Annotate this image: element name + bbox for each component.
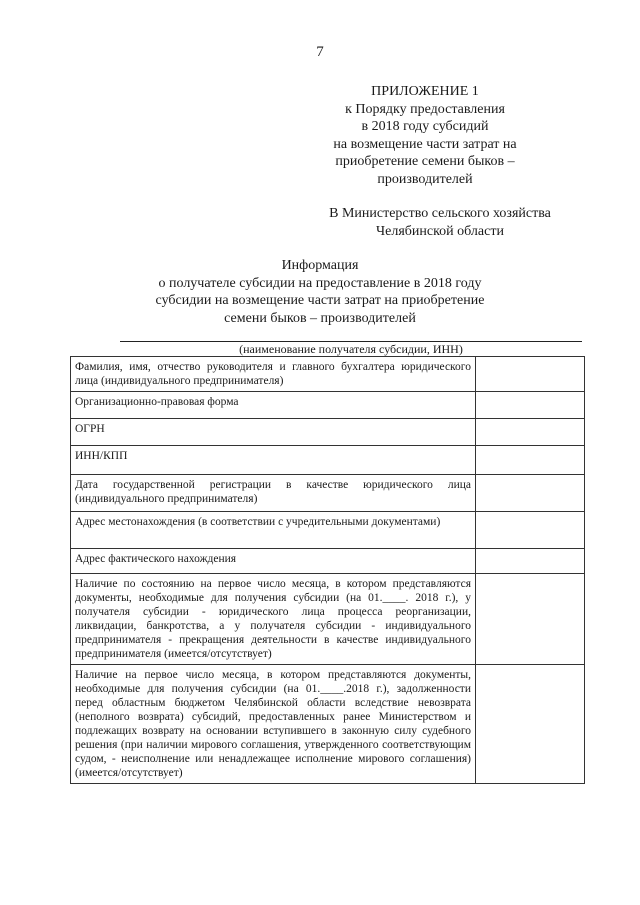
title-line: субсидии на возмещение части затрат на приобретение [155,293,485,308]
appendix-header [318,83,532,188]
table-row [71,357,585,392]
row-label: Фамилия, имя, отчество руководителя и главного бухгалтера юридического лица (индивидуального предпринимателя) [71,357,476,392]
row-value-field[interactable] [476,392,585,419]
table-row [71,446,585,475]
table-row [71,512,585,549]
row-label: Адрес фактического нахождения [71,549,476,574]
info-table [70,356,585,784]
row-label: ИНН/КПП [71,446,476,475]
appendix-line: приобретение семени быков – [335,154,515,169]
row-value-field[interactable] [476,665,585,784]
table-row [71,419,585,446]
row-label: Дата государственной регистрации в качестве юридического лица (индивидуального предпринимателя) [71,475,476,512]
appendix-line: к Порядку предоставления [345,101,505,117]
row-label: Наличие по состоянию на первое число месяца, в котором представляются документы, необходимые для получения субсидии (на 01.____. 2018 г.), у получателя субсидии - юридического лица процесса реорганизации, ликвидации, банкротства, а у получателя субсидии - индивидуального предпринимателя - прекращения деятельности в качестве индивидуального предпринимателя (имеется/отсутствует) [71,574,476,665]
document-title [130,257,510,327]
recipient-line: В Министерство сельского хозяйства [329,206,551,221]
row-value-field[interactable] [476,512,585,549]
table-row [71,475,585,512]
appendix-line: производителей [377,171,473,187]
row-value-field[interactable] [476,475,585,512]
table-row [71,574,585,665]
row-label: ОГРН [71,419,476,446]
appendix-line: ПРИЛОЖЕНИЕ 1 [371,84,479,99]
row-value-field[interactable] [476,549,585,574]
table-row [71,665,585,784]
page-number: 7 [316,44,324,60]
row-value-field[interactable] [476,419,585,446]
title-line: семени быков – производителей [224,310,416,326]
row-label: Организационно-правовая форма [71,392,476,419]
row-value-field[interactable] [476,574,585,665]
title-heading: Информация [281,258,359,273]
recipient-name-caption: (наименование получателя субсидии, ИНН) [239,342,463,356]
table-row [71,549,585,574]
recipient-address [318,205,562,240]
appendix-line: на возмещение части затрат на [333,136,517,152]
recipient-line: Челябинской области [376,223,504,239]
row-value-field[interactable] [476,446,585,475]
row-label: Наличие на первое число месяца, в котором представляются документы, необходимые для получения субсидии (на 01.____.2018 г.), задолженности перед областным бюджетом Челябинской области вследствие невозврата (неполного возврата) субсидий, предоставленных ранее Министерством и подлежащих возврату на основании вступившего в законную силу судебного решения (при наличии мирового соглашения, утвержденного соответствующим судом, - неисполнение или ненадлежащее исполнение мирового соглашения) (имеется/отсутствует) [71,665,476,784]
row-value-field[interactable] [476,357,585,392]
appendix-line: в 2018 году субсидий [361,119,489,134]
table-row [71,392,585,419]
title-line: о получателе субсидии на предоставление в 2018 году [158,275,482,291]
row-label: Адрес местонахождения (в соответствии с учредительными документами) [71,512,476,549]
